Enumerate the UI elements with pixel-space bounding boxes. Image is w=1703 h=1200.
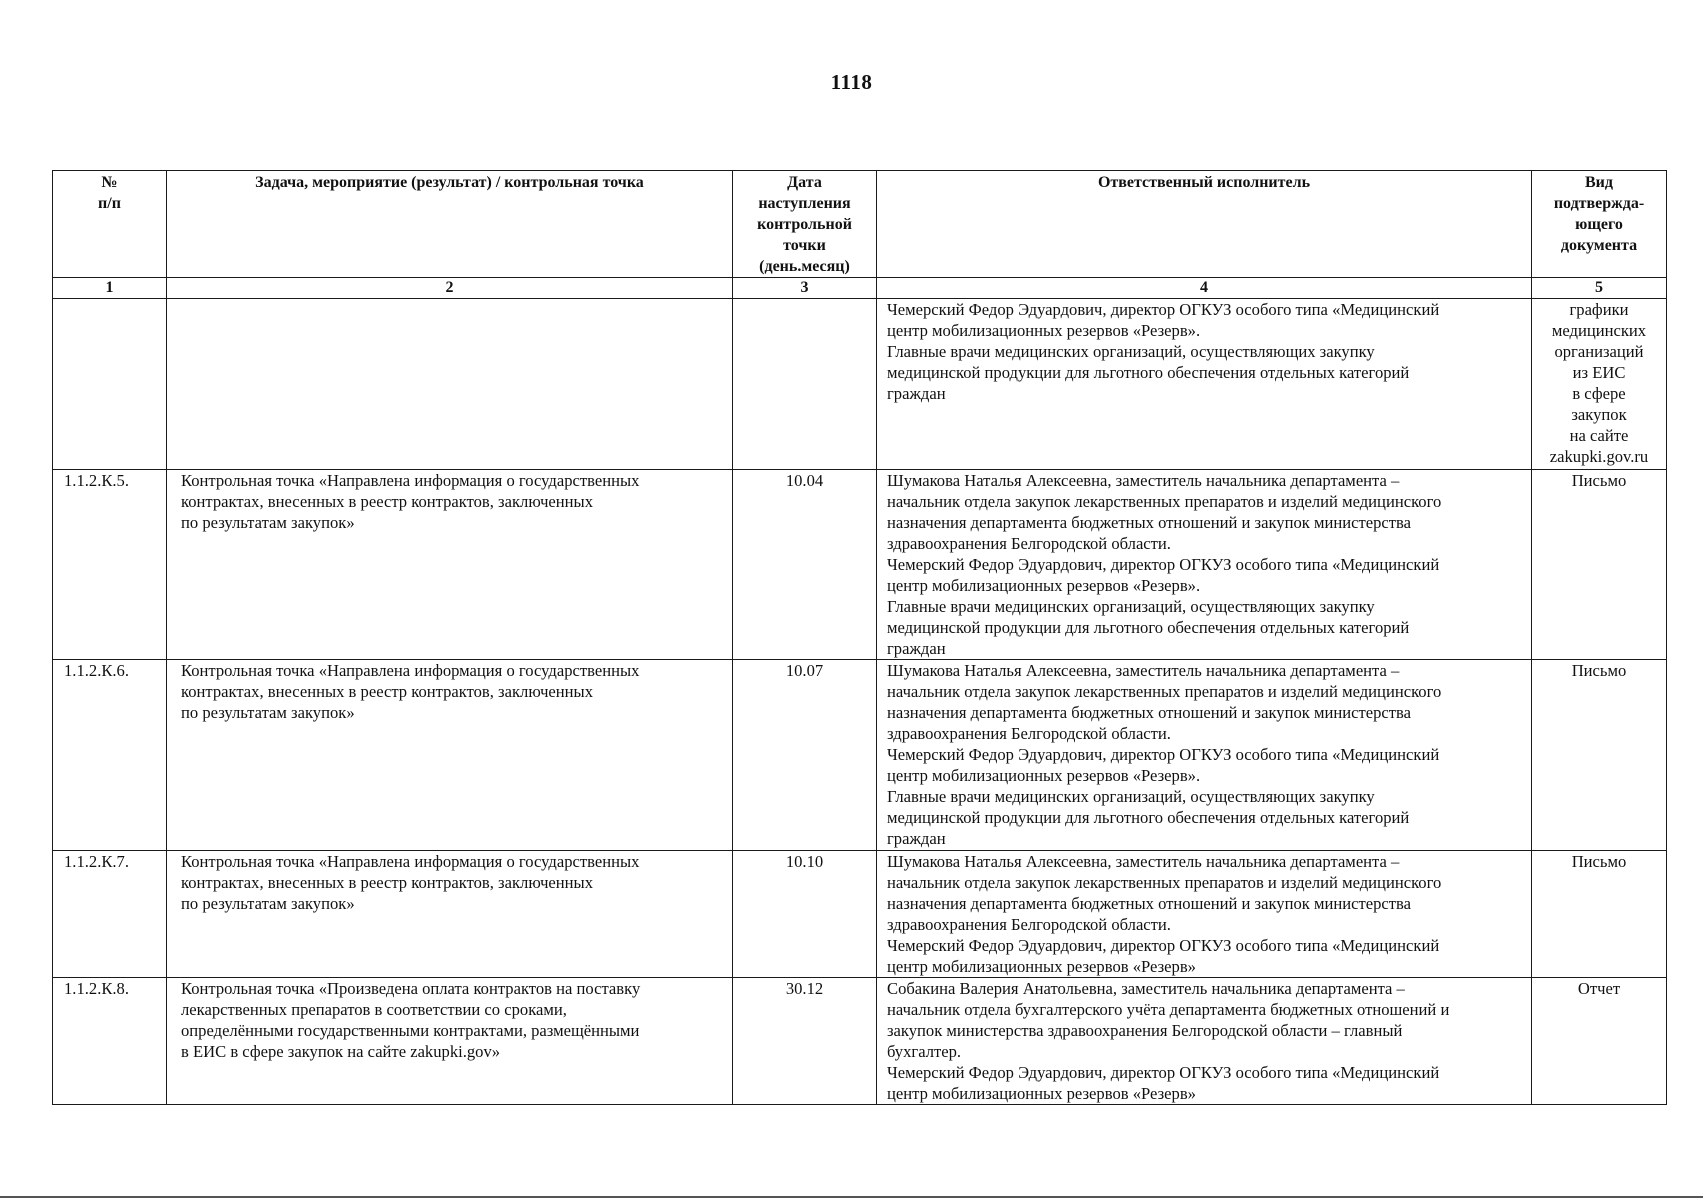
row-number: 1.1.2.К.8. [53, 978, 167, 1105]
text-line: контрольной [757, 216, 852, 233]
text-line: Письмо [1571, 471, 1627, 490]
text-line: Собакина Валерия Анатольевна, заместитель начальника департамента – [887, 979, 1405, 998]
column-number: 2 [167, 278, 733, 299]
text-line: начальник отдела закупок лекарственных препаратов и изделий медицинского [887, 492, 1442, 511]
header-responsible [877, 171, 1532, 278]
row-task [167, 851, 733, 978]
text-line: документа [1560, 237, 1638, 254]
text-line: начальник отдела закупок лекарственных препаратов и изделий медицинского [887, 682, 1442, 701]
text-line: центр мобилизационных резервов «Резерв» [887, 957, 1196, 976]
text-line: подтвержда- [1553, 195, 1645, 212]
row-number [53, 299, 167, 470]
page-bottom-rule [0, 1196, 1703, 1198]
row-date [733, 299, 877, 470]
text-line: граждан [887, 639, 946, 658]
text-line: контрактах, внесенных в реестр контрактов, заключенных [181, 492, 593, 511]
table-row [53, 978, 1667, 1105]
text-line: точки [783, 237, 826, 254]
text-line: Шумакова Наталья Алексеевна, заместитель начальника департамента – [887, 661, 1400, 680]
text-line: ющего [1575, 216, 1623, 233]
text-line: определёнными государственными контрактами, размещёнными [181, 1021, 640, 1040]
table-row [53, 660, 1667, 851]
text-line: закупок [1571, 405, 1627, 424]
text-line: (день.месяц) [759, 258, 850, 275]
text-line: по результатам закупок» [181, 894, 355, 913]
text-line: закупок министерства здравоохранения Белгородской области – главный [887, 1021, 1403, 1040]
text-line: по результатам закупок» [181, 513, 355, 532]
row-responsible [877, 660, 1532, 851]
text-line: медицинской продукции для льготного обеспечения отдельных категорий [887, 618, 1410, 637]
text-line: назначения департамента бюджетных отношений и закупок министерства [887, 703, 1411, 722]
row-task [167, 660, 733, 851]
text-line: Главные врачи медицинских организаций, осуществляющих закупку [887, 342, 1375, 361]
text-line: здравоохранения Белгородской области. [887, 915, 1171, 934]
row-date: 10.10 [733, 851, 877, 978]
text-line: п/п [98, 195, 121, 212]
text-line: zakupki.gov.ru [1549, 447, 1649, 466]
table-row [53, 851, 1667, 978]
text-line: медицинских [1551, 321, 1647, 340]
table-header-row [53, 171, 1667, 278]
text-line: из ЕИС [1572, 363, 1626, 382]
text-line: Чемерский Федор Эдуардович, директор ОГКУЗ особого типа «Медицинский [887, 745, 1440, 764]
text-line: Чемерский Федор Эдуардович, директор ОГКУЗ особого типа «Медицинский [887, 555, 1440, 574]
text-line: лекарственных препаратов в соответствии со сроками, [181, 1000, 567, 1019]
text-line: бухгалтер. [887, 1042, 962, 1061]
row-number: 1.1.2.К.7. [53, 851, 167, 978]
row-number: 1.1.2.К.6. [53, 660, 167, 851]
text-line: начальник отдела бухгалтерского учёта департамента бюджетных отношений и [887, 1000, 1450, 1019]
table-row [53, 299, 1667, 470]
text-line: начальник отдела закупок лекарственных препаратов и изделий медицинского [887, 873, 1442, 892]
text-line: Ответственный исполнитель [1097, 174, 1311, 191]
text-line: здравоохранения Белгородской области. [887, 534, 1171, 553]
header-date [733, 171, 877, 278]
text-line: по результатам закупок» [181, 703, 355, 722]
text-line: контрактах, внесенных в реестр контрактов, заключенных [181, 682, 593, 701]
text-line: центр мобилизационных резервов «Резерв» [887, 1084, 1196, 1103]
text-line: граждан [887, 384, 946, 403]
text-line: Контрольная точка «Направлена информация о государственных [181, 661, 640, 680]
text-line: граждан [887, 829, 946, 848]
text-line: медицинской продукции для льготного обеспечения отдельных категорий [887, 363, 1410, 382]
text-line: Чемерский Федор Эдуардович, директор ОГКУЗ особого типа «Медицинский [887, 1063, 1440, 1082]
row-document-type [1532, 978, 1667, 1105]
column-number-row [53, 278, 1667, 299]
text-line: Чемерский Федор Эдуардович, директор ОГКУЗ особого типа «Медицинский [887, 300, 1440, 319]
control-points-table [52, 170, 1667, 1105]
header-document-type [1532, 171, 1667, 278]
row-date: 10.07 [733, 660, 877, 851]
text-line: назначения департамента бюджетных отношений и закупок министерства [887, 513, 1411, 532]
text-line: Дата [787, 174, 822, 191]
text-line: в сфере [1572, 384, 1626, 403]
text-line: Чемерский Федор Эдуардович, директор ОГКУЗ особого типа «Медицинский [887, 936, 1440, 955]
row-date: 10.04 [733, 470, 877, 660]
text-line: центр мобилизационных резервов «Резерв». [887, 321, 1201, 340]
row-responsible [877, 978, 1532, 1105]
text-line: Шумакова Наталья Алексеевна, заместитель начальника департамента – [887, 852, 1400, 871]
row-task [167, 299, 733, 470]
row-number: 1.1.2.К.5. [53, 470, 167, 660]
text-line: в ЕИС в сфере закупок на сайте zakupki.gov» [181, 1042, 501, 1061]
row-responsible [877, 299, 1532, 470]
text-line: Контрольная точка «Направлена информация о государственных [181, 852, 640, 871]
text-line: Письмо [1571, 852, 1627, 871]
row-document-type [1532, 470, 1667, 660]
column-number: 5 [1532, 278, 1667, 299]
text-line: на сайте [1569, 426, 1629, 445]
text-line: организаций [1554, 342, 1644, 361]
row-document-type [1532, 660, 1667, 851]
table-row [53, 470, 1667, 660]
text-line: назначения департамента бюджетных отношений и закупок министерства [887, 894, 1411, 913]
text-line: Письмо [1571, 661, 1627, 680]
text-line: Шумакова Наталья Алексеевна, заместитель начальника департамента – [887, 471, 1400, 490]
text-line: наступления [758, 195, 851, 212]
row-document-type [1532, 299, 1667, 470]
text-line: Главные врачи медицинских организаций, осуществляющих закупку [887, 597, 1375, 616]
text-line: Отчет [1577, 979, 1621, 998]
page-number: 1118 [830, 70, 873, 94]
row-responsible [877, 851, 1532, 978]
header-number [53, 171, 167, 278]
text-line: № [101, 174, 118, 191]
text-line: Контрольная точка «Направлена информация о государственных [181, 471, 640, 490]
text-line: центр мобилизационных резервов «Резерв». [887, 766, 1201, 785]
text-line: Вид [1585, 174, 1613, 191]
text-line: графики [1569, 300, 1629, 319]
text-line: Контрольная точка «Произведена оплата контрактов на поставку [181, 979, 641, 998]
row-task [167, 470, 733, 660]
row-task [167, 978, 733, 1105]
text-line: контрактах, внесенных в реестр контрактов, заключенных [181, 873, 593, 892]
text-line: здравоохранения Белгородской области. [887, 724, 1171, 743]
text-line: Главные врачи медицинских организаций, осуществляющих закупку [887, 787, 1375, 806]
row-document-type [1532, 851, 1667, 978]
text-line: Задача, мероприятие (результат) / контрольная точка [255, 174, 644, 191]
row-date: 30.12 [733, 978, 877, 1105]
header-task [167, 171, 733, 278]
column-number: 4 [877, 278, 1532, 299]
text-line: центр мобилизационных резервов «Резерв». [887, 576, 1201, 595]
column-number: 1 [53, 278, 167, 299]
text-line: медицинской продукции для льготного обеспечения отдельных категорий [887, 808, 1410, 827]
column-number: 3 [733, 278, 877, 299]
row-responsible [877, 470, 1532, 660]
